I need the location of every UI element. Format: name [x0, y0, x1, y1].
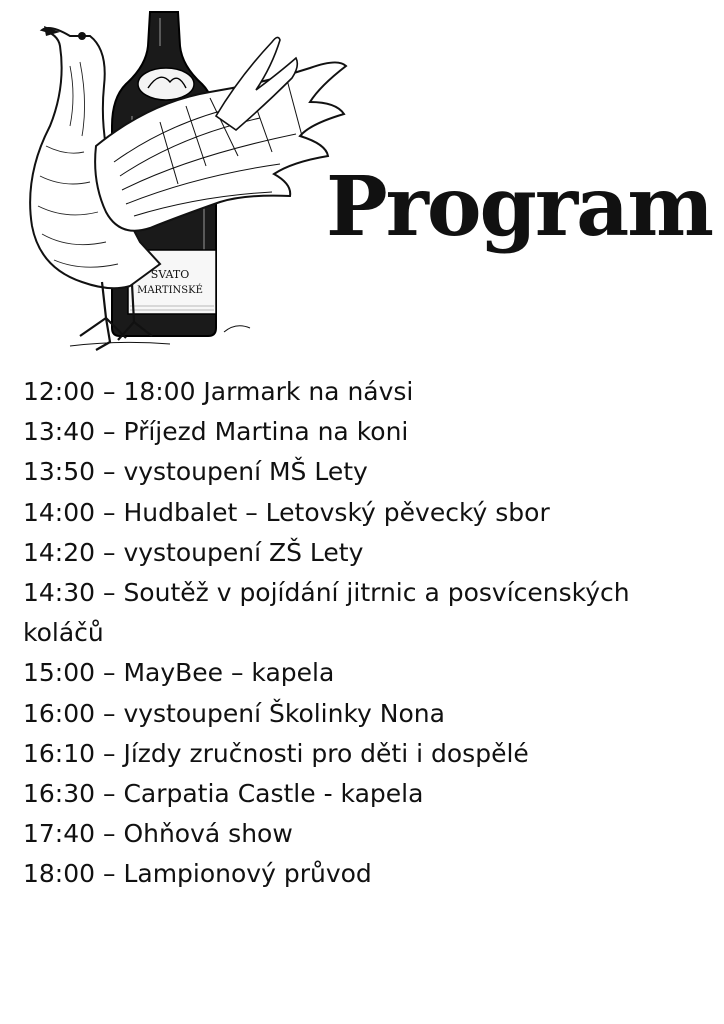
schedule-item: 18:00 – Lampionový průvod	[23, 859, 372, 889]
schedule-item: 13:40 – Příjezd Martina na koni	[23, 417, 409, 447]
schedule-item: 14:00 – Hudbalet – Letovský pěvecký sbor	[23, 497, 550, 527]
schedule-item: 15:00 – MayBee – kapela	[23, 658, 335, 688]
schedule-item: 14:30 – Soutěž v pojídání jitrnic a posvícenských koláčů	[23, 578, 630, 648]
program-title: Program	[326, 159, 712, 255]
schedule-item: 17:40 – Ohňová show	[23, 819, 293, 849]
bottle-label-line2: MARTINSKÉ	[137, 285, 203, 296]
schedule-item: 12:00 – 18:00 Jarmark na návsi	[23, 377, 414, 406]
schedule-item: 16:10 – Jízdy zručnosti pro děti i dospělé	[23, 738, 529, 768]
schedule-item: 16:00 – vystoupení Školinky Nona	[23, 698, 445, 728]
schedule-item: 16:30 – Carpatia Castle - kapela	[23, 779, 424, 809]
schedule-item: 13:50 – vystoupení MŠ Lety	[23, 457, 368, 487]
bottle-label-line1: SVATO	[150, 268, 190, 281]
schedule-item: 14:20 – vystoupení ZŠ Lety	[23, 537, 364, 567]
program-schedule-list	[23, 372, 703, 895]
goose-and-wine-bottle-illustration	[10, 6, 350, 356]
